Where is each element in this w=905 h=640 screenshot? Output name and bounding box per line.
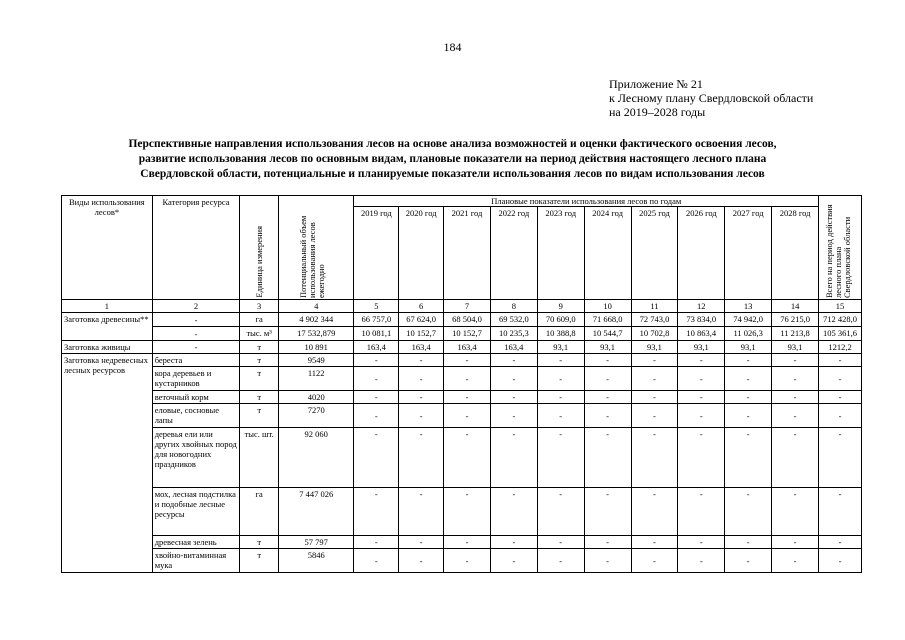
row-dash: - [537, 428, 584, 488]
row-dash: - [772, 354, 819, 367]
row-potential: 17 532,879 [279, 327, 354, 341]
table-row [62, 428, 862, 488]
row-dash: - [631, 428, 678, 488]
row-dash: - [490, 488, 537, 536]
row-unit: т [240, 391, 279, 404]
row-year-value: 69 532,0 [490, 313, 537, 327]
row-dash: - [354, 367, 399, 391]
row-category: веточный корм [152, 391, 240, 404]
row-dash: - [819, 354, 862, 367]
row-category: мох, лесная подстилка и подобные лесные ресурсы [152, 488, 240, 536]
row-year-value: 93,1 [631, 341, 678, 354]
row-dash: - [354, 536, 399, 549]
appendix-line: Приложение № 21 [609, 77, 703, 91]
row-dash: - [772, 428, 819, 488]
row-dash: - [819, 391, 862, 404]
row-dash: - [444, 404, 491, 428]
row-dash: - [678, 428, 725, 488]
row-dash: - [354, 404, 399, 428]
row-dash: - [725, 488, 772, 536]
year-header: 2027 год [725, 207, 772, 300]
row-category: - [152, 341, 240, 354]
row-dash: - [772, 404, 819, 428]
row-unit: тыс. м³ [240, 327, 279, 341]
row-dash: - [584, 391, 631, 404]
forest-use-table [61, 195, 862, 573]
title-line: Свердловской области, потенциальные и планируемые показатели использования лесов по видам использования лесов [140, 168, 765, 180]
row-category: еловые, сосновые лапы [152, 404, 240, 428]
row-year-value: 11 026,3 [725, 327, 772, 341]
column-number: 12 [678, 300, 725, 313]
row-dash: - [399, 428, 444, 488]
row-category: древесная зелень [152, 536, 240, 549]
row-dash: - [725, 549, 772, 573]
year-header: 2024 год [584, 207, 631, 300]
row-dash: - [725, 428, 772, 488]
header-unit [240, 196, 279, 300]
row-dash: - [772, 536, 819, 549]
row-dash: - [819, 404, 862, 428]
column-number: 13 [725, 300, 772, 313]
appendix-note [609, 77, 813, 119]
table-row [62, 488, 862, 536]
row-year-value: 163,4 [399, 341, 444, 354]
row-dash: - [537, 367, 584, 391]
row-total: 1212,2 [819, 341, 862, 354]
row-dash: - [537, 404, 584, 428]
table-row [62, 367, 862, 391]
row-dash: - [584, 536, 631, 549]
row-dash: - [584, 549, 631, 573]
row-year-value: 10 702,8 [631, 327, 678, 341]
page-number: 184 [443, 40, 462, 54]
row-dash: - [772, 488, 819, 536]
row-year-value: 10 081,1 [354, 327, 399, 341]
header-planned: Плановые показатели использования лесов по годам [354, 196, 819, 207]
row-potential: 7270 [279, 404, 354, 428]
row-year-value: 10 235,3 [490, 327, 537, 341]
row-total: 105 361,6 [819, 327, 862, 341]
column-number: 11 [631, 300, 678, 313]
row-unit: га [240, 488, 279, 536]
row-dash: - [490, 367, 537, 391]
row-potential: 10 891 [279, 341, 354, 354]
column-number: 6 [399, 300, 444, 313]
row-dash: - [772, 549, 819, 573]
row-unit: т [240, 404, 279, 428]
row-dash: - [537, 391, 584, 404]
table-row [62, 327, 862, 341]
row-dash: - [678, 354, 725, 367]
year-header: 2028 год [772, 207, 819, 300]
row-dash: - [354, 428, 399, 488]
row-year-value: 67 624,0 [399, 313, 444, 327]
row-dash: - [631, 536, 678, 549]
row-year-value: 10 544,7 [584, 327, 631, 341]
row-year-value: 74 942,0 [725, 313, 772, 327]
row-dash: - [819, 428, 862, 488]
header-types: Виды использования лесов* [62, 196, 153, 300]
row-dash: - [772, 391, 819, 404]
row-dash: - [399, 404, 444, 428]
row-dash: - [354, 488, 399, 536]
column-number: 1 [62, 300, 153, 313]
year-header: 2021 год [444, 207, 491, 300]
row-dash: - [772, 367, 819, 391]
row-dash: - [725, 404, 772, 428]
header-total [819, 196, 862, 300]
row-dash: - [631, 391, 678, 404]
row-potential: 57 797 [279, 536, 354, 549]
row-dash: - [490, 354, 537, 367]
row-dash: - [399, 488, 444, 536]
row-dash: - [678, 536, 725, 549]
row-dash: - [490, 549, 537, 573]
row-dash: - [537, 549, 584, 573]
column-number: 14 [772, 300, 819, 313]
row-category: кора деревьев и кустарников [152, 367, 240, 391]
column-number: 15 [819, 300, 862, 313]
row-year-value: 68 504,0 [444, 313, 491, 327]
row-dash: - [354, 391, 399, 404]
row-year-value: 10 152,7 [399, 327, 444, 341]
year-header: 2023 год [537, 207, 584, 300]
row-dash: - [444, 428, 491, 488]
table-row [62, 341, 862, 354]
column-number: 3 [240, 300, 279, 313]
row-dash: - [490, 428, 537, 488]
row-category: - [152, 327, 240, 341]
row-category: деревья ели или других хвойных пород для новогодних праздников [152, 428, 240, 488]
row-year-value: 93,1 [678, 341, 725, 354]
row-year-value: 93,1 [537, 341, 584, 354]
row-dash: - [490, 536, 537, 549]
row-dash: - [537, 536, 584, 549]
row-year-value: 71 668,0 [584, 313, 631, 327]
row-dash: - [399, 354, 444, 367]
row-dash: - [819, 536, 862, 549]
row-dash: - [584, 488, 631, 536]
column-number-row [62, 300, 862, 313]
column-number: 10 [584, 300, 631, 313]
table-row [62, 549, 862, 573]
row-unit: т [240, 536, 279, 549]
title-line: Перспективные направления использования лесов на основе анализа возможностей и оценки фактического освоения лесов, [128, 138, 777, 150]
row-dash: - [444, 536, 491, 549]
year-header: 2020 год [399, 207, 444, 300]
row-dash: - [537, 354, 584, 367]
column-number: 5 [354, 300, 399, 313]
row-year-value: 10 388,8 [537, 327, 584, 341]
row-dash: - [444, 391, 491, 404]
row-year-value: 163,4 [354, 341, 399, 354]
row-potential: 4 902 344 [279, 313, 354, 327]
row-year-value: 93,1 [725, 341, 772, 354]
row-type: Заготовка древесины** [62, 313, 153, 341]
appendix-line: к Лесному плану Свердловской области [609, 91, 814, 105]
row-year-value: 10 152,7 [444, 327, 491, 341]
table-row [62, 536, 862, 549]
row-dash: - [678, 549, 725, 573]
header-category: Категория ресурса [152, 196, 240, 300]
row-unit: т [240, 341, 279, 354]
row-dash: - [537, 488, 584, 536]
row-dash: - [678, 391, 725, 404]
row-year-value: 72 743,0 [631, 313, 678, 327]
row-dash: - [725, 367, 772, 391]
row-type: Заготовка недревесных лесных ресурсов [62, 354, 153, 573]
row-dash: - [354, 354, 399, 367]
row-unit: га [240, 313, 279, 327]
year-header: 2022 год [490, 207, 537, 300]
row-dash: - [399, 367, 444, 391]
row-unit: т [240, 354, 279, 367]
row-dash: - [819, 367, 862, 391]
row-unit: т [240, 367, 279, 391]
row-dash: - [584, 354, 631, 367]
column-number: 2 [152, 300, 240, 313]
appendix-line: на 2019–2028 годы [609, 105, 706, 119]
row-dash: - [678, 488, 725, 536]
row-dash: - [584, 404, 631, 428]
header-unit-text: Единица измерения [253, 226, 264, 298]
row-dash: - [631, 354, 678, 367]
row-dash: - [725, 536, 772, 549]
row-potential: 9549 [279, 354, 354, 367]
row-dash: - [354, 549, 399, 573]
row-dash: - [725, 354, 772, 367]
row-potential: 7 447 026 [279, 488, 354, 536]
row-dash: - [819, 488, 862, 536]
row-dash: - [444, 354, 491, 367]
row-dash: - [399, 536, 444, 549]
row-category: береста [152, 354, 240, 367]
row-dash: - [631, 367, 678, 391]
column-number: 7 [444, 300, 491, 313]
row-dash: - [584, 428, 631, 488]
year-header: 2025 год [631, 207, 678, 300]
row-year-value: 93,1 [584, 341, 631, 354]
row-year-value: 73 834,0 [678, 313, 725, 327]
row-unit: тыс. шт. [240, 428, 279, 488]
table-row [62, 404, 862, 428]
row-dash: - [399, 549, 444, 573]
row-year-value: 93,1 [772, 341, 819, 354]
row-dash: - [631, 404, 678, 428]
row-year-value: 10 863,4 [678, 327, 725, 341]
row-dash: - [444, 488, 491, 536]
row-year-value: 11 213,8 [772, 327, 819, 341]
table-row [62, 354, 862, 367]
year-header: 2019 год [354, 207, 399, 300]
table-row [62, 313, 862, 327]
row-dash: - [631, 549, 678, 573]
row-dash: - [678, 404, 725, 428]
row-unit: т [240, 549, 279, 573]
row-category: - [152, 313, 240, 327]
row-year-value: 76 215,0 [772, 313, 819, 327]
column-number: 9 [537, 300, 584, 313]
row-dash: - [444, 367, 491, 391]
header-potential [279, 196, 354, 300]
row-dash: - [490, 404, 537, 428]
row-year-value: 163,4 [490, 341, 537, 354]
row-dash: - [444, 549, 491, 573]
row-dash: - [490, 391, 537, 404]
row-dash: - [399, 391, 444, 404]
row-potential: 4020 [279, 391, 354, 404]
row-dash: - [819, 549, 862, 573]
row-dash: - [725, 391, 772, 404]
table-row [62, 391, 862, 404]
document-title [60, 137, 845, 182]
column-number: 4 [279, 300, 354, 313]
row-type: Заготовка живицы [62, 341, 153, 354]
row-dash: - [678, 367, 725, 391]
header-potential-text: Потенциальный объем использования лесов ежегодно [298, 215, 327, 298]
row-year-value: 163,4 [444, 341, 491, 354]
row-potential: 1122 [279, 367, 354, 391]
row-category: хвойно-витаминная мука [152, 549, 240, 573]
row-dash: - [631, 488, 678, 536]
column-number: 8 [490, 300, 537, 313]
year-header: 2026 год [678, 207, 725, 300]
row-year-value: 66 757,0 [354, 313, 399, 327]
title-line: развитие использования лесов по основным видам, плановые показатели на период действия настоящего лесного плана [138, 153, 767, 165]
row-dash: - [584, 367, 631, 391]
row-year-value: 70 609,0 [537, 313, 584, 327]
header-total-text: Всего на период действия лесного плана Свердловской области [824, 204, 853, 298]
row-potential: 5846 [279, 549, 354, 573]
row-potential: 92 060 [279, 428, 354, 488]
row-total: 712 428,0 [819, 313, 862, 327]
